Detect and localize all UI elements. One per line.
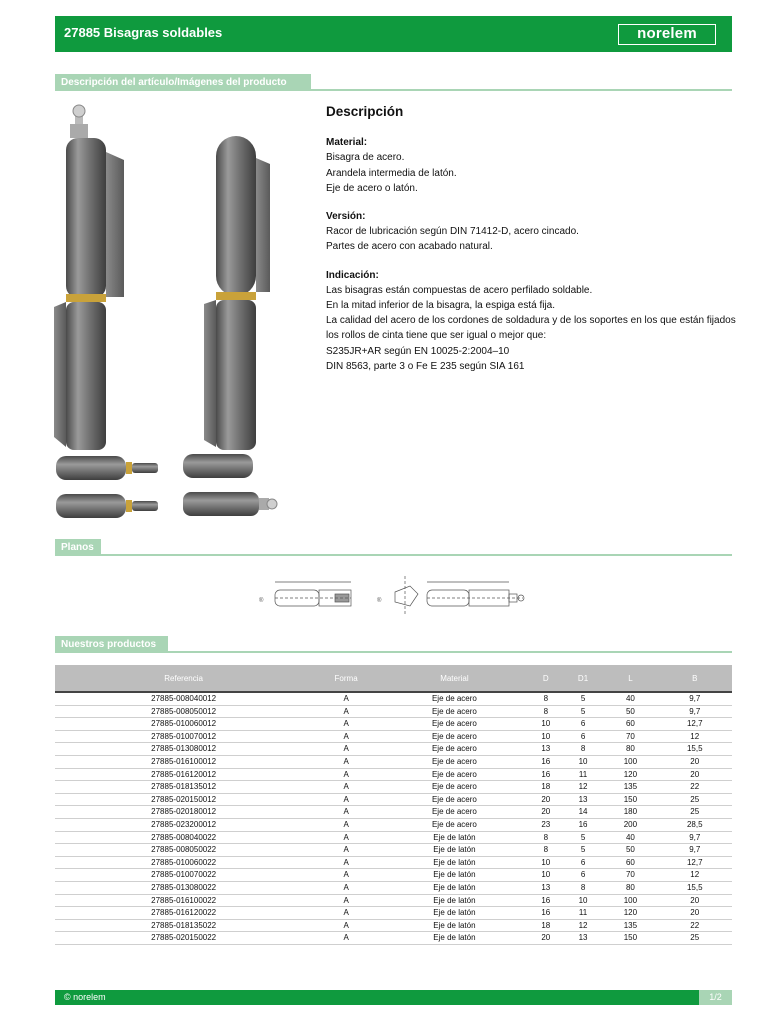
column-header-b: B xyxy=(658,665,733,692)
section-description-images: Descripción del artículo/Imágenes del producto xyxy=(55,74,311,91)
cell-b: 20 xyxy=(658,768,733,781)
cell-d1: 16 xyxy=(563,818,604,831)
cell-form: A xyxy=(312,793,380,806)
cell-d: 16 xyxy=(529,907,563,920)
cell-d: 20 xyxy=(529,932,563,945)
cell-d: 18 xyxy=(529,781,563,794)
cell-material: Eje de latón xyxy=(380,869,529,882)
cell-l: 60 xyxy=(603,718,657,731)
section-products: Nuestros productos xyxy=(55,636,168,653)
cell-d1: 12 xyxy=(563,919,604,932)
cell-d: 20 xyxy=(529,806,563,819)
cell-l: 100 xyxy=(603,894,657,907)
cell-material: Eje de acero xyxy=(380,730,529,743)
cell-form: A xyxy=(312,844,380,857)
cell-d1: 5 xyxy=(563,831,604,844)
cell-reference: 27885-023200012 xyxy=(55,818,312,831)
cell-l: 60 xyxy=(603,856,657,869)
cell-reference: 27885-016100022 xyxy=(55,894,312,907)
cell-d1: 6 xyxy=(563,718,604,731)
cell-form: A xyxy=(312,781,380,794)
cell-reference: 27885-016120022 xyxy=(55,907,312,920)
cell-reference: 27885-010070012 xyxy=(55,730,312,743)
indication-line: S235JR+AR según EN 10025-2:2004–10 xyxy=(326,345,510,357)
cell-material: Eje de acero xyxy=(380,781,529,794)
table-row xyxy=(55,907,732,920)
indication-line: En la mitad inferior de la bisagra, la espiga está fija. xyxy=(326,300,556,312)
cell-l: 120 xyxy=(603,907,657,920)
cell-l: 40 xyxy=(603,831,657,844)
table-row xyxy=(55,755,732,768)
cell-d1: 5 xyxy=(563,844,604,857)
cell-b: 20 xyxy=(658,894,733,907)
version-line: Racor de lubricación según DIN 71412-D, acero cincado. xyxy=(326,226,579,238)
table-row xyxy=(55,869,732,882)
hinge-with-grease-nipple xyxy=(54,105,124,450)
table-row xyxy=(55,692,732,705)
cell-b: 25 xyxy=(658,806,733,819)
cell-l: 70 xyxy=(603,730,657,743)
cell-d: 8 xyxy=(529,844,563,857)
column-header-reference: Referencia xyxy=(55,665,312,692)
cell-l: 120 xyxy=(603,768,657,781)
cell-l: 70 xyxy=(603,869,657,882)
cell-d1: 11 xyxy=(563,768,604,781)
section-divider xyxy=(311,89,732,91)
indication-line: La calidad del acero de los cordones de soldadura y de los soportes en los que están fijados los rollos de cinta tiene que ser igual o mejor que: xyxy=(326,315,736,342)
cell-d1: 10 xyxy=(563,755,604,768)
footer-bar xyxy=(55,990,732,1005)
cell-form: A xyxy=(312,768,380,781)
cell-reference: 27885-020180012 xyxy=(55,806,312,819)
cell-material: Eje de acero xyxy=(380,705,529,718)
cell-d1: 13 xyxy=(563,932,604,945)
column-header-form: Forma xyxy=(312,665,380,692)
cell-l: 150 xyxy=(603,793,657,806)
cell-reference: 27885-013080022 xyxy=(55,881,312,894)
cell-reference: 27885-010070022 xyxy=(55,869,312,882)
cell-b: 12 xyxy=(658,730,733,743)
material-line: Arandela intermedia de latón. xyxy=(326,167,457,179)
cell-b: 15,5 xyxy=(658,881,733,894)
cell-material: Eje de acero xyxy=(380,793,529,806)
table-row xyxy=(55,768,732,781)
cell-reference: 27885-008040022 xyxy=(55,831,312,844)
cell-b: 12 xyxy=(658,869,733,882)
drawing-label-left: ® xyxy=(259,598,264,604)
section-plans: Planos xyxy=(55,539,101,556)
cell-d: 23 xyxy=(529,818,563,831)
cell-material: Eje de latón xyxy=(380,831,529,844)
cell-form: A xyxy=(312,919,380,932)
description-panel xyxy=(326,104,736,387)
brand-logo: norelem xyxy=(618,24,716,45)
table-row xyxy=(55,730,732,743)
cell-material: Eje de latón xyxy=(380,844,529,857)
cell-reference: 27885-010060022 xyxy=(55,856,312,869)
cell-b: 9,7 xyxy=(658,692,733,705)
cell-b: 22 xyxy=(658,781,733,794)
cell-d1: 5 xyxy=(563,705,604,718)
cell-material: Eje de latón xyxy=(380,919,529,932)
cell-b: 25 xyxy=(658,793,733,806)
cell-d1: 13 xyxy=(563,793,604,806)
material-line: Bisagra de acero. xyxy=(326,152,405,164)
cell-d1: 5 xyxy=(563,692,604,705)
cell-d: 10 xyxy=(529,718,563,731)
cell-l: 135 xyxy=(603,919,657,932)
column-header-d: D xyxy=(529,665,563,692)
cell-b: 9,7 xyxy=(658,844,733,857)
hinge-detail-parts xyxy=(56,454,277,518)
cell-material: Eje de latón xyxy=(380,881,529,894)
cell-b: 12,7 xyxy=(658,718,733,731)
page-number: 1/2 xyxy=(699,990,732,1005)
cell-b: 9,7 xyxy=(658,705,733,718)
table-row xyxy=(55,705,732,718)
cell-material: Eje de acero xyxy=(380,818,529,831)
cell-d: 10 xyxy=(529,856,563,869)
column-header-material: Material xyxy=(380,665,529,692)
cell-form: A xyxy=(312,907,380,920)
cell-material: Eje de acero xyxy=(380,743,529,756)
cell-reference: 27885-018135012 xyxy=(55,781,312,794)
table-row xyxy=(55,831,732,844)
cell-d: 13 xyxy=(529,881,563,894)
cell-form: A xyxy=(312,881,380,894)
cell-b: 25 xyxy=(658,932,733,945)
cell-d: 16 xyxy=(529,894,563,907)
hinge-plain xyxy=(204,136,270,450)
table-header-row xyxy=(55,665,732,692)
header-bar xyxy=(55,16,732,52)
version-block xyxy=(326,209,736,255)
cell-l: 100 xyxy=(603,755,657,768)
cell-l: 135 xyxy=(603,781,657,794)
cell-d: 18 xyxy=(529,919,563,932)
cell-b: 9,7 xyxy=(658,831,733,844)
products-table xyxy=(55,665,732,945)
table-row xyxy=(55,919,732,932)
material-block xyxy=(326,135,736,196)
cell-l: 50 xyxy=(603,844,657,857)
section-divider xyxy=(101,554,732,556)
cell-form: A xyxy=(312,806,380,819)
cell-d1: 10 xyxy=(563,894,604,907)
cell-b: 28,5 xyxy=(658,818,733,831)
cell-reference: 27885-016100012 xyxy=(55,755,312,768)
cell-d: 8 xyxy=(529,705,563,718)
section-divider xyxy=(168,651,732,653)
table-row xyxy=(55,781,732,794)
cell-reference: 27885-008040012 xyxy=(55,692,312,705)
cell-form: A xyxy=(312,730,380,743)
indication-line: DIN 8563, parte 3 o Fe E 235 según SIA 161 xyxy=(326,360,525,372)
cell-d: 10 xyxy=(529,869,563,882)
technical-drawing xyxy=(255,572,540,620)
cell-reference: 27885-013080012 xyxy=(55,743,312,756)
table-row xyxy=(55,932,732,945)
cell-b: 22 xyxy=(658,919,733,932)
indication-block xyxy=(326,268,736,374)
cell-material: Eje de latón xyxy=(380,932,529,945)
cell-d: 20 xyxy=(529,793,563,806)
cell-material: Eje de acero xyxy=(380,755,529,768)
cell-l: 200 xyxy=(603,818,657,831)
cell-b: 20 xyxy=(658,907,733,920)
page-title: 27885 Bisagras soldables xyxy=(64,25,223,40)
cell-form: A xyxy=(312,856,380,869)
cell-l: 50 xyxy=(603,705,657,718)
cell-material: Eje de latón xyxy=(380,856,529,869)
cell-d: 8 xyxy=(529,692,563,705)
table-row xyxy=(55,818,732,831)
cell-d: 8 xyxy=(529,831,563,844)
cell-form: A xyxy=(312,932,380,945)
cell-reference: 27885-018135022 xyxy=(55,919,312,932)
cell-reference: 27885-010060012 xyxy=(55,718,312,731)
table-row xyxy=(55,718,732,731)
cell-material: Eje de acero xyxy=(380,806,529,819)
cell-d1: 6 xyxy=(563,730,604,743)
table-row xyxy=(55,793,732,806)
table-row xyxy=(55,743,732,756)
cell-reference: 27885-020150022 xyxy=(55,932,312,945)
version-label: Versión: xyxy=(326,211,366,223)
cell-material: Eje de acero xyxy=(380,718,529,731)
drawing-label-right: ® xyxy=(377,598,382,604)
cell-d1: 6 xyxy=(563,869,604,882)
table-row xyxy=(55,856,732,869)
cell-d: 10 xyxy=(529,730,563,743)
cell-d1: 8 xyxy=(563,743,604,756)
cell-reference: 27885-008050022 xyxy=(55,844,312,857)
cell-d: 13 xyxy=(529,743,563,756)
cell-b: 12,7 xyxy=(658,856,733,869)
column-header-l: L xyxy=(603,665,657,692)
cell-form: A xyxy=(312,692,380,705)
table-row xyxy=(55,881,732,894)
cell-material: Eje de latón xyxy=(380,907,529,920)
cell-form: A xyxy=(312,743,380,756)
table-row xyxy=(55,844,732,857)
description-heading: Descripción xyxy=(326,104,404,119)
cell-b: 20 xyxy=(658,755,733,768)
cell-d1: 8 xyxy=(563,881,604,894)
cell-d1: 12 xyxy=(563,781,604,794)
table-row xyxy=(55,806,732,819)
indication-line: Las bisagras están compuestas de acero perfilado soldable. xyxy=(326,284,593,296)
cell-d: 16 xyxy=(529,755,563,768)
cell-l: 40 xyxy=(603,692,657,705)
cell-form: A xyxy=(312,718,380,731)
cell-form: A xyxy=(312,894,380,907)
version-line: Partes de acero con acabado natural. xyxy=(326,241,493,253)
cell-d1: 11 xyxy=(563,907,604,920)
cell-form: A xyxy=(312,831,380,844)
cell-b: 15,5 xyxy=(658,743,733,756)
cell-form: A xyxy=(312,755,380,768)
cell-material: Eje de latón xyxy=(380,894,529,907)
cell-material: Eje de acero xyxy=(380,692,529,705)
material-label: Material: xyxy=(326,137,368,149)
column-header-d1: D1 xyxy=(563,665,604,692)
cell-l: 80 xyxy=(603,881,657,894)
cell-material: Eje de acero xyxy=(380,768,529,781)
cell-form: A xyxy=(312,869,380,882)
table-row xyxy=(55,894,732,907)
indication-label: Indicación: xyxy=(326,269,379,281)
cell-reference: 27885-020150012 xyxy=(55,793,312,806)
cell-d1: 6 xyxy=(563,856,604,869)
cell-l: 80 xyxy=(603,743,657,756)
cell-l: 150 xyxy=(603,932,657,945)
cell-reference: 27885-008050012 xyxy=(55,705,312,718)
cell-form: A xyxy=(312,818,380,831)
cell-d: 16 xyxy=(529,768,563,781)
cell-form: A xyxy=(312,705,380,718)
copyright: © norelem xyxy=(64,992,106,1002)
cell-reference: 27885-016120012 xyxy=(55,768,312,781)
product-image xyxy=(48,102,288,527)
material-line: Eje de acero o latón. xyxy=(326,182,418,194)
cell-d1: 14 xyxy=(563,806,604,819)
cell-l: 180 xyxy=(603,806,657,819)
